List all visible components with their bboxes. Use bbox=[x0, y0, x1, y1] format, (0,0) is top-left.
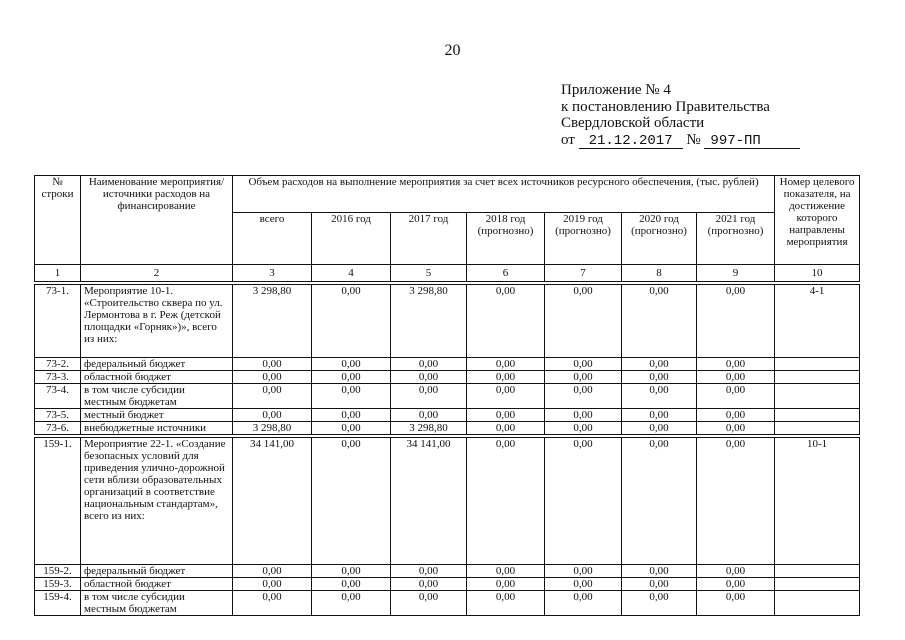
row-value: 0,00 bbox=[312, 371, 391, 384]
date-prefix: от bbox=[561, 131, 575, 148]
row-value: 0,00 bbox=[233, 371, 312, 384]
row-target bbox=[775, 358, 860, 371]
row-target: 10-1 bbox=[775, 438, 860, 565]
row-value: 0,00 bbox=[391, 578, 467, 591]
row-value: 0,00 bbox=[622, 422, 697, 435]
row-number: 159-3. bbox=[35, 578, 81, 591]
subheader-2020: 2020 год (прогнозно) bbox=[622, 213, 697, 265]
row-value: 0,00 bbox=[545, 409, 622, 422]
row-value: 0,00 bbox=[622, 578, 697, 591]
table-row bbox=[35, 438, 860, 565]
table-row bbox=[35, 285, 860, 358]
row-value: 0,00 bbox=[697, 409, 775, 422]
row-name: в том числе субсидии местным бюджетам bbox=[81, 591, 233, 616]
row-value: 3 298,80 bbox=[233, 422, 312, 435]
table-row bbox=[35, 371, 860, 384]
column-number: 1 bbox=[35, 265, 81, 282]
row-target: 4-1 bbox=[775, 285, 860, 358]
row-number: 159-2. bbox=[35, 565, 81, 578]
column-number: 10 bbox=[775, 265, 860, 282]
table-row bbox=[35, 409, 860, 422]
column-number-row bbox=[35, 265, 860, 282]
expenditure-table bbox=[34, 175, 860, 616]
row-value: 0,00 bbox=[697, 371, 775, 384]
row-value: 0,00 bbox=[312, 409, 391, 422]
row-value: 0,00 bbox=[233, 409, 312, 422]
row-value: 0,00 bbox=[312, 358, 391, 371]
row-number: 73-6. bbox=[35, 422, 81, 435]
column-number: 4 bbox=[312, 265, 391, 282]
resolution-number: 997-ПП bbox=[704, 135, 800, 149]
row-number: 73-3. bbox=[35, 371, 81, 384]
row-value: 0,00 bbox=[467, 591, 545, 616]
row-value: 0,00 bbox=[622, 591, 697, 616]
row-value: 0,00 bbox=[233, 578, 312, 591]
row-value: 0,00 bbox=[233, 358, 312, 371]
resolution-date: 21.12.2017 bbox=[579, 135, 683, 149]
row-value: 0,00 bbox=[233, 565, 312, 578]
row-value: 0,00 bbox=[697, 591, 775, 616]
table-row bbox=[35, 384, 860, 409]
column-number: 5 bbox=[391, 265, 467, 282]
row-number: 73-2. bbox=[35, 358, 81, 371]
row-value: 0,00 bbox=[622, 565, 697, 578]
appendix-title: Приложение № 4 bbox=[561, 82, 671, 98]
row-target bbox=[775, 409, 860, 422]
row-value: 0,00 bbox=[622, 438, 697, 565]
appendix-block bbox=[561, 82, 800, 149]
header-rownum: № строки bbox=[35, 176, 81, 265]
header-target: Номер целевого показателя, на достижение которого направлены мероприятия bbox=[775, 176, 860, 265]
row-value: 0,00 bbox=[697, 358, 775, 371]
column-number: 7 bbox=[545, 265, 622, 282]
row-value: 0,00 bbox=[312, 438, 391, 565]
column-number: 9 bbox=[697, 265, 775, 282]
subheader-2017: 2017 год bbox=[391, 213, 467, 265]
header-name: Наименование мероприятия/источники расходов на финансирование bbox=[81, 176, 233, 265]
row-name: федеральный бюджет bbox=[81, 565, 233, 578]
row-value: 0,00 bbox=[233, 591, 312, 616]
appendix-line-region: Свердловской области bbox=[561, 115, 705, 131]
row-value: 0,00 bbox=[467, 384, 545, 409]
row-value: 0,00 bbox=[233, 384, 312, 409]
row-value: 0,00 bbox=[622, 358, 697, 371]
row-value: 0,00 bbox=[545, 565, 622, 578]
table-row bbox=[35, 591, 860, 616]
row-value: 0,00 bbox=[467, 371, 545, 384]
row-value: 0,00 bbox=[312, 591, 391, 616]
row-value: 34 141,00 bbox=[391, 438, 467, 565]
row-value: 0,00 bbox=[467, 422, 545, 435]
row-value: 0,00 bbox=[697, 578, 775, 591]
row-value: 3 298,80 bbox=[391, 422, 467, 435]
header-volume: Объем расходов на выполнение мероприятия за счет всех источников ресурсного обеспечения, (тыс. рублей) bbox=[233, 176, 775, 213]
row-name: федеральный бюджет bbox=[81, 358, 233, 371]
row-value: 0,00 bbox=[467, 438, 545, 565]
appendix-date-line bbox=[561, 132, 800, 149]
row-value: 0,00 bbox=[622, 384, 697, 409]
column-number: 8 bbox=[622, 265, 697, 282]
row-value: 0,00 bbox=[545, 358, 622, 371]
row-value: 0,00 bbox=[545, 384, 622, 409]
column-number: 2 bbox=[81, 265, 233, 282]
row-target bbox=[775, 591, 860, 616]
page-number: 20 bbox=[444, 42, 461, 59]
row-value: 0,00 bbox=[622, 409, 697, 422]
row-value: 0,00 bbox=[467, 565, 545, 578]
row-name: Мероприятие 22-1. «Создание безопасных условий для приведения улично-дорожной сети вблизи образовательных организаций в соответствие национальным стандартам», всего из них: bbox=[81, 438, 233, 565]
row-number: 73-4. bbox=[35, 384, 81, 409]
row-value: 0,00 bbox=[467, 285, 545, 358]
row-name: местный бюджет bbox=[81, 409, 233, 422]
row-value: 3 298,80 bbox=[391, 285, 467, 358]
row-value: 3 298,80 bbox=[233, 285, 312, 358]
row-number: 159-1. bbox=[35, 438, 81, 565]
row-value: 0,00 bbox=[467, 358, 545, 371]
row-value: 0,00 bbox=[697, 422, 775, 435]
row-value: 0,00 bbox=[467, 409, 545, 422]
row-target bbox=[775, 422, 860, 435]
row-value: 0,00 bbox=[545, 438, 622, 565]
row-value: 0,00 bbox=[545, 591, 622, 616]
row-value: 0,00 bbox=[312, 565, 391, 578]
appendix-line-resolution: к постановлению Правительства bbox=[561, 98, 770, 115]
row-value: 0,00 bbox=[545, 371, 622, 384]
row-value: 0,00 bbox=[697, 285, 775, 358]
row-value: 0,00 bbox=[391, 565, 467, 578]
row-name: областной бюджет bbox=[81, 578, 233, 591]
row-target bbox=[775, 565, 860, 578]
row-value: 0,00 bbox=[622, 371, 697, 384]
row-name: Мероприятие 10-1. «Строительство сквера по ул. Лермонтова в г. Реж (детской площадки «Горняк»)», всего из них: bbox=[81, 285, 233, 358]
row-value: 0,00 bbox=[312, 285, 391, 358]
row-value: 0,00 bbox=[391, 358, 467, 371]
subheader-2019: 2019 год (прогнозно) bbox=[545, 213, 622, 265]
row-number: 159-4. bbox=[35, 591, 81, 616]
row-value: 0,00 bbox=[312, 384, 391, 409]
row-value: 0,00 bbox=[545, 285, 622, 358]
row-value: 0,00 bbox=[545, 578, 622, 591]
header-row bbox=[35, 176, 860, 213]
row-value: 34 141,00 bbox=[233, 438, 312, 565]
number-prefix: № bbox=[686, 131, 701, 148]
table-row bbox=[35, 565, 860, 578]
table-row bbox=[35, 358, 860, 371]
subheader-2018: 2018 год (прогнозно) bbox=[467, 213, 545, 265]
row-value: 0,00 bbox=[545, 422, 622, 435]
row-value: 0,00 bbox=[391, 591, 467, 616]
subheader-total: всего bbox=[233, 213, 312, 265]
row-name: внебюджетные источники bbox=[81, 422, 233, 435]
subheader-2021: 2021 год (прогнозно) bbox=[697, 213, 775, 265]
row-name: в том числе субсидии местным бюджетам bbox=[81, 384, 233, 409]
column-number: 3 bbox=[233, 265, 312, 282]
table-row bbox=[35, 422, 860, 435]
row-value: 0,00 bbox=[697, 384, 775, 409]
row-value: 0,00 bbox=[697, 438, 775, 565]
row-value: 0,00 bbox=[312, 578, 391, 591]
row-value: 0,00 bbox=[312, 422, 391, 435]
row-value: 0,00 bbox=[697, 565, 775, 578]
row-value: 0,00 bbox=[391, 409, 467, 422]
row-target bbox=[775, 384, 860, 409]
row-value: 0,00 bbox=[467, 578, 545, 591]
row-value: 0,00 bbox=[391, 384, 467, 409]
row-target bbox=[775, 578, 860, 591]
row-number: 73-1. bbox=[35, 285, 81, 358]
row-number: 73-5. bbox=[35, 409, 81, 422]
subheader-2016: 2016 год bbox=[312, 213, 391, 265]
row-value: 0,00 bbox=[622, 285, 697, 358]
row-name: областной бюджет bbox=[81, 371, 233, 384]
column-number: 6 bbox=[467, 265, 545, 282]
row-target bbox=[775, 371, 860, 384]
table-row bbox=[35, 578, 860, 591]
row-value: 0,00 bbox=[391, 371, 467, 384]
